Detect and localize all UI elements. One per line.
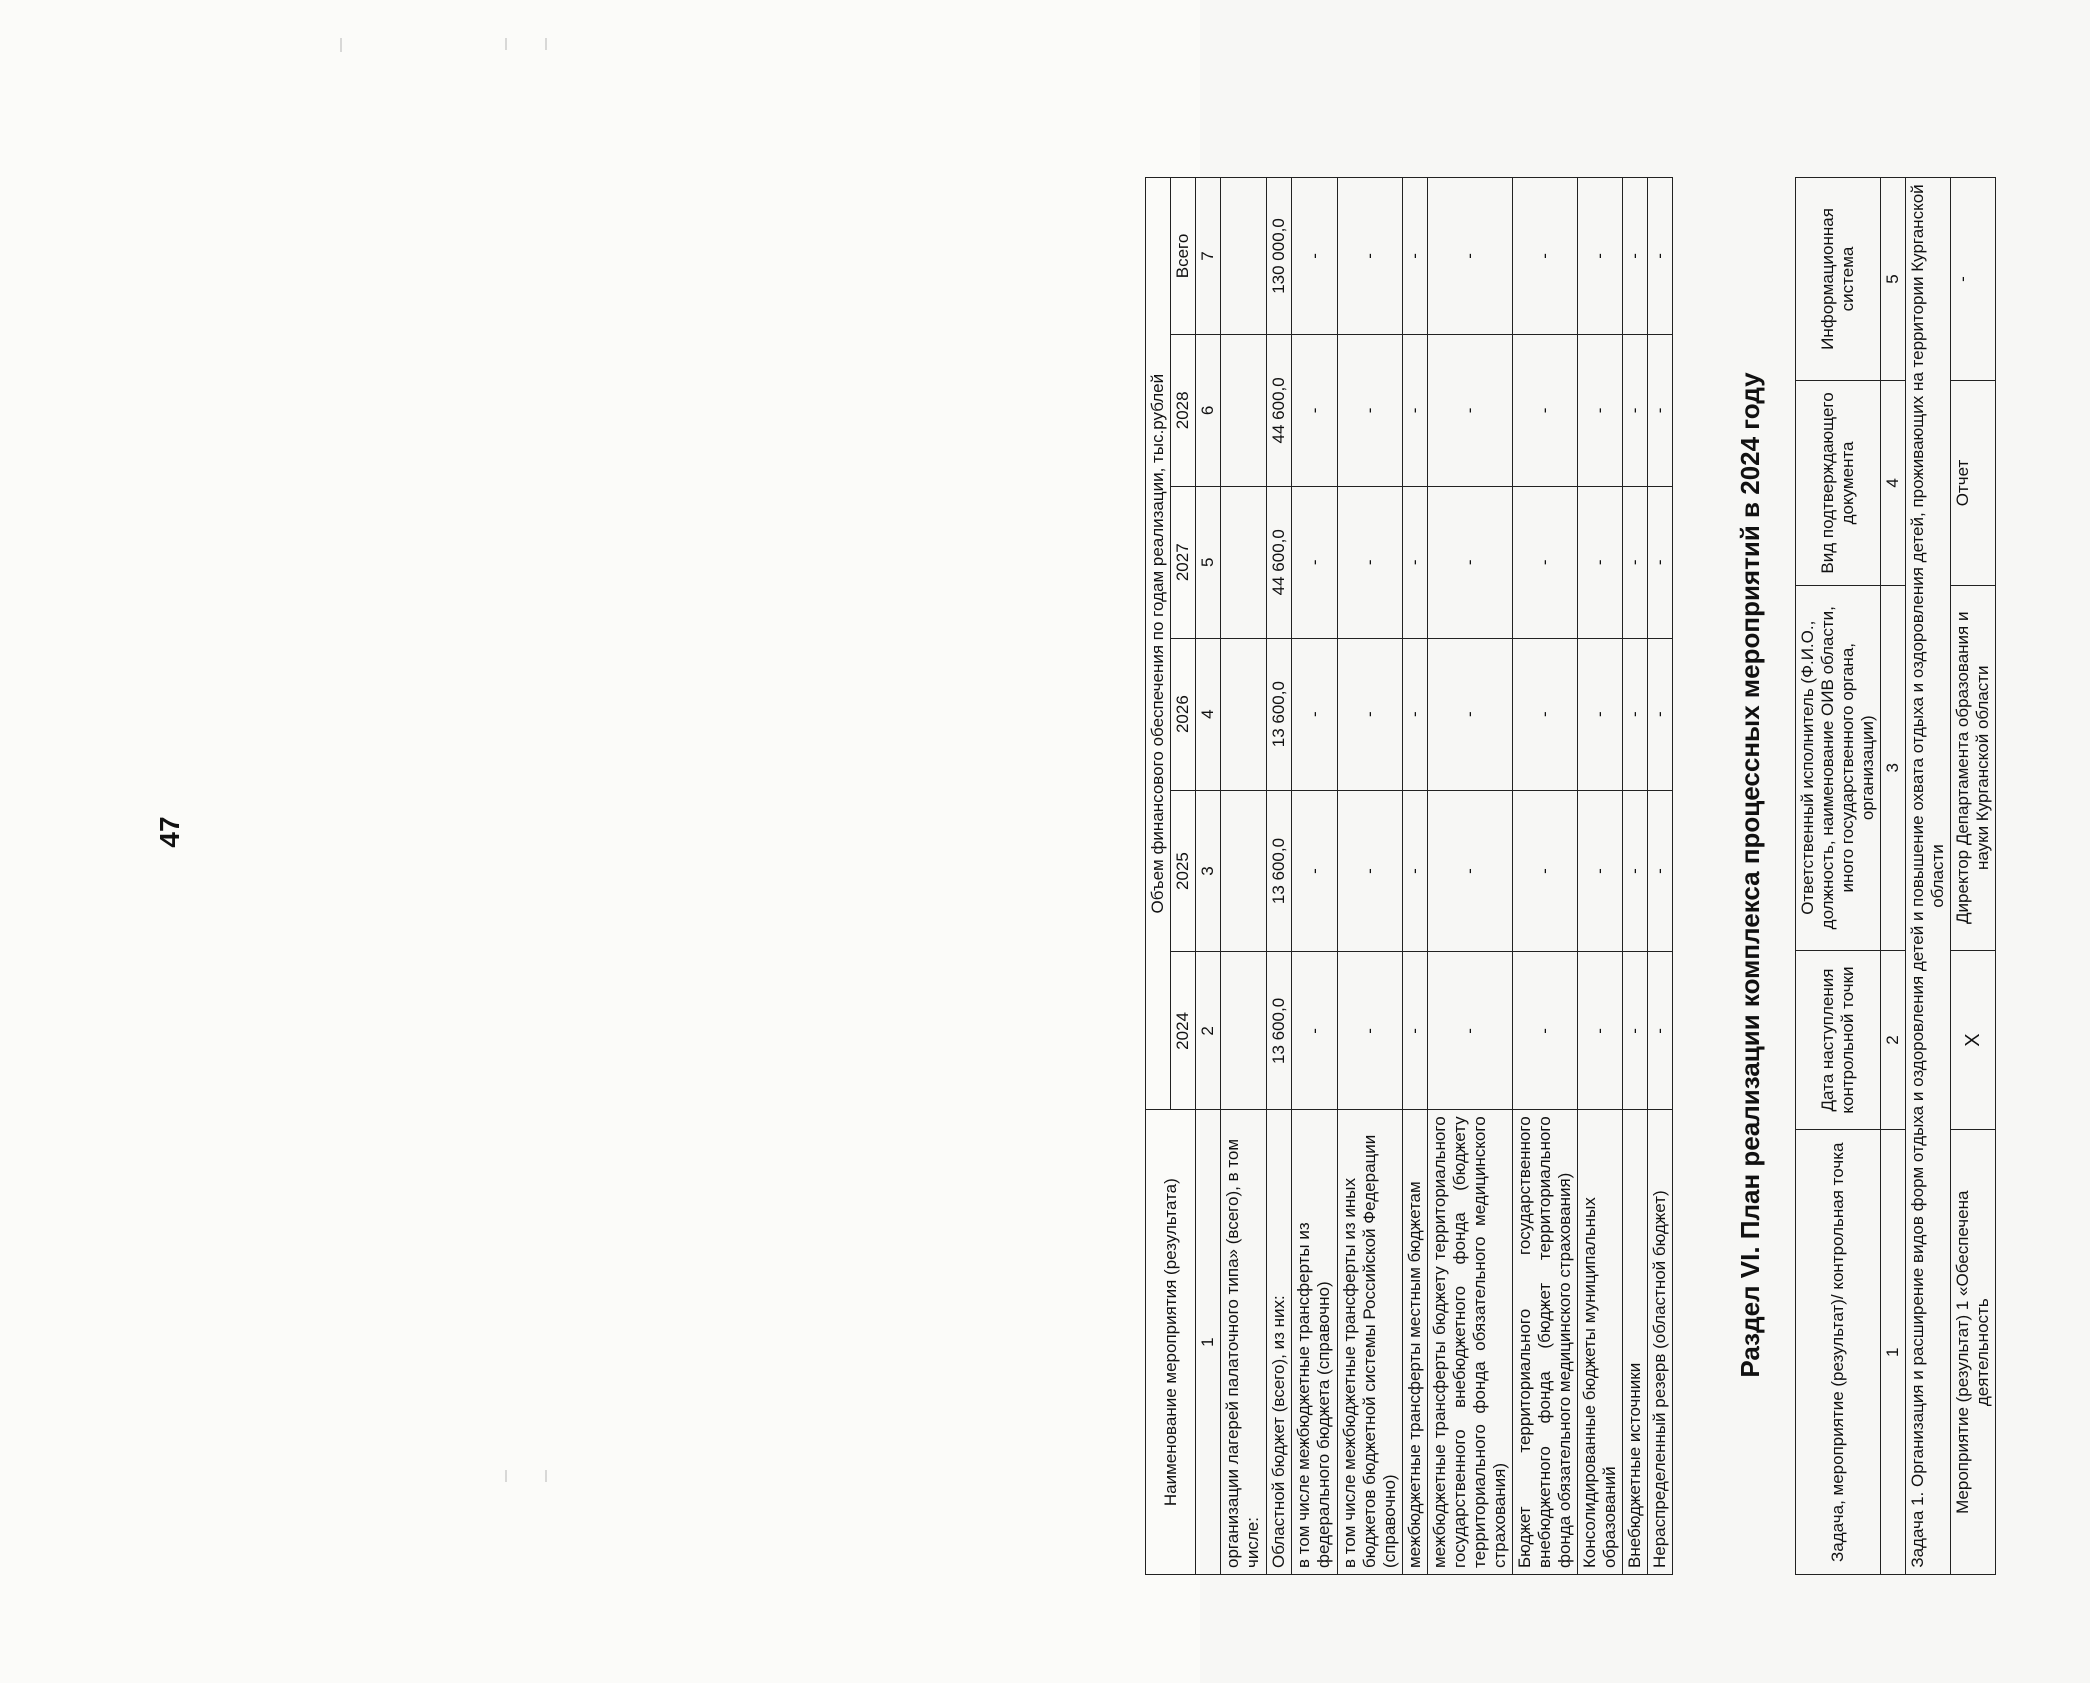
cell-value: 13 600,0 (1267, 952, 1292, 1110)
column-number: 4 (1196, 638, 1221, 790)
cell-value: - (1403, 334, 1428, 486)
table-row (1648, 178, 1673, 1575)
cell-value: - (1578, 638, 1623, 790)
year-header: 2025 (1171, 790, 1196, 952)
cell-value: - (1428, 952, 1513, 1110)
plan-header: Вид подтверждающего документа (1796, 380, 1881, 585)
cell-value: - (1292, 952, 1338, 1110)
cell-value: - (1648, 178, 1673, 335)
measure-name: Мероприятие (результат) 1 «Обеспечена деятельность (1951, 1130, 1996, 1575)
cell-value: - (1338, 638, 1403, 790)
cell-value (1221, 790, 1267, 952)
measure-system: - (1951, 178, 1996, 381)
cell-value: - (1338, 952, 1403, 1110)
task-text: Задача 1. Организация и расширение видов форм отдыха и оздоровления детей и повышение охвата отдыха и оздоровления детей, проживающих на территории Курганской области (1906, 178, 1951, 1575)
table-row (1221, 178, 1267, 1575)
measure-document: Отчет (1951, 380, 1996, 585)
scan-mark (545, 1470, 547, 1482)
row-name: организации лагерей палаточного типа» (всего), в том числе: (1221, 1110, 1267, 1575)
cell-value: - (1578, 334, 1623, 486)
plan-header: Дата наступления контрольной точки (1796, 950, 1881, 1130)
cell-value: 44 600,0 (1267, 334, 1292, 486)
section-title: Раздел VI. План реализации комплекса процессных мероприятий в 2024 году (1735, 372, 1765, 1378)
year-header: 2028 (1171, 334, 1196, 486)
column-number-row (1881, 178, 1906, 1575)
cell-value: - (1428, 638, 1513, 790)
cell-value (1221, 178, 1267, 335)
cell-value: - (1403, 638, 1428, 790)
cell-value: - (1578, 178, 1623, 335)
finance-table (1145, 177, 1673, 1575)
page-number: 47 (154, 816, 185, 848)
cell-value: - (1513, 638, 1578, 790)
year-header: 2026 (1171, 638, 1196, 790)
finance-header-name: Наименование мероприятия (результата) (1146, 1110, 1196, 1575)
cell-value: - (1428, 486, 1513, 638)
year-header: 2027 (1171, 486, 1196, 638)
cell-value (1221, 486, 1267, 638)
cell-value (1221, 334, 1267, 486)
cell-value: - (1513, 790, 1578, 952)
cell-value: - (1513, 178, 1578, 335)
plan-header: Ответственный исполнитель (Ф.И.О., должность, наименование ОИВ области, иного государственного органа, организации) (1796, 585, 1881, 950)
row-name: межбюджетные трансферты бюджету территориального государственного внебюджетного фонда (бюджету территориального фонда обязательного медицинского страхования) (1428, 1110, 1513, 1575)
column-number: 1 (1881, 1130, 1906, 1575)
plan-header: Задача, мероприятие (результат)/ контрольная точка (1796, 1130, 1881, 1575)
finance-header-volume: Объем финансового обеспечения по годам реализации, тыс.рублей (1146, 178, 1171, 1110)
scan-mark (545, 38, 547, 50)
measure-date: X (1951, 950, 1996, 1130)
row-name: Консолидированные бюджеты муниципальных образований (1578, 1110, 1623, 1575)
column-number: 3 (1196, 790, 1221, 952)
row-name: в том числе межбюджетные трансферты из федерального бюджета (справочно) (1292, 1110, 1338, 1575)
cell-value: - (1338, 486, 1403, 638)
task-row (1906, 178, 1951, 1575)
scan-mark (340, 38, 342, 52)
cell-value: - (1403, 790, 1428, 952)
cell-value: - (1428, 334, 1513, 486)
cell-value: - (1428, 790, 1513, 952)
cell-value: - (1292, 178, 1338, 335)
table-row (1428, 178, 1513, 1575)
cell-value: - (1648, 486, 1673, 638)
cell-value: 130 000,0 (1267, 178, 1292, 335)
cell-value: 13 600,0 (1267, 790, 1292, 952)
table-row (1267, 178, 1292, 1575)
cell-value: - (1338, 178, 1403, 335)
column-number: 7 (1196, 178, 1221, 335)
cell-value: - (1623, 790, 1648, 952)
column-number-row (1196, 178, 1221, 1575)
column-number: 4 (1881, 380, 1906, 585)
column-number: 1 (1196, 1110, 1221, 1575)
measure-executor: Директор Департамента образования и науки Курганской области (1951, 585, 1996, 950)
row-name: Областной бюджет (всего), из них: (1267, 1110, 1292, 1575)
cell-value: - (1578, 486, 1623, 638)
cell-value: - (1513, 334, 1578, 486)
table-row (1578, 178, 1623, 1575)
scan-mark (505, 38, 507, 50)
cell-value: - (1623, 638, 1648, 790)
cell-value: - (1292, 334, 1338, 486)
column-number: 5 (1881, 178, 1906, 381)
cell-value: - (1292, 638, 1338, 790)
cell-value: - (1403, 952, 1428, 1110)
cell-value: - (1648, 638, 1673, 790)
cell-value (1221, 638, 1267, 790)
table-row (1292, 178, 1338, 1575)
row-name: межбюджетные трансферты местным бюджетам (1403, 1110, 1428, 1575)
column-number: 2 (1881, 950, 1906, 1130)
cell-value: - (1403, 486, 1428, 638)
cell-value: - (1578, 790, 1623, 952)
cell-value: 13 600,0 (1267, 638, 1292, 790)
row-name: Внебюджетные источники (1623, 1110, 1648, 1575)
table-row (1951, 178, 1996, 1575)
cell-value: - (1648, 952, 1673, 1110)
cell-value: - (1292, 790, 1338, 952)
row-name: Нераспределенный резерв (областной бюджет) (1648, 1110, 1673, 1575)
plan-header: Информационная система (1796, 178, 1881, 381)
cell-value: 44 600,0 (1267, 486, 1292, 638)
column-number: 2 (1196, 952, 1221, 1110)
total-header: Всего (1171, 178, 1196, 335)
table-row (1338, 178, 1403, 1575)
cell-value (1221, 952, 1267, 1110)
column-number: 6 (1196, 334, 1221, 486)
cell-value: - (1648, 790, 1673, 952)
cell-value: - (1338, 334, 1403, 486)
cell-value: - (1623, 334, 1648, 486)
table-row (1403, 178, 1428, 1575)
rotated-content (1145, 175, 2090, 1575)
scan-mark (505, 1470, 507, 1482)
cell-value: - (1623, 952, 1648, 1110)
column-number: 3 (1881, 585, 1906, 950)
row-name: в том числе межбюджетные трансферты из иных бюджетов бюджетной системы Российской Федерации (справочно) (1338, 1110, 1403, 1575)
cell-value: - (1338, 790, 1403, 952)
cell-value: - (1428, 178, 1513, 335)
cell-value: - (1623, 178, 1648, 335)
row-name: Бюджет территориального государственного внебюджетного фонда (бюджет территориального фонда обязательного медицинского страхования) (1513, 1110, 1578, 1575)
year-header: 2024 (1171, 952, 1196, 1110)
column-number: 5 (1196, 486, 1221, 638)
cell-value: - (1623, 486, 1648, 638)
cell-value: - (1513, 952, 1578, 1110)
cell-value: - (1578, 952, 1623, 1110)
table-row (1513, 178, 1578, 1575)
plan-table (1795, 177, 1996, 1575)
cell-value: - (1292, 486, 1338, 638)
cell-value: - (1513, 486, 1578, 638)
table-row (1623, 178, 1648, 1575)
cell-value: - (1648, 334, 1673, 486)
cell-value: - (1403, 178, 1428, 335)
